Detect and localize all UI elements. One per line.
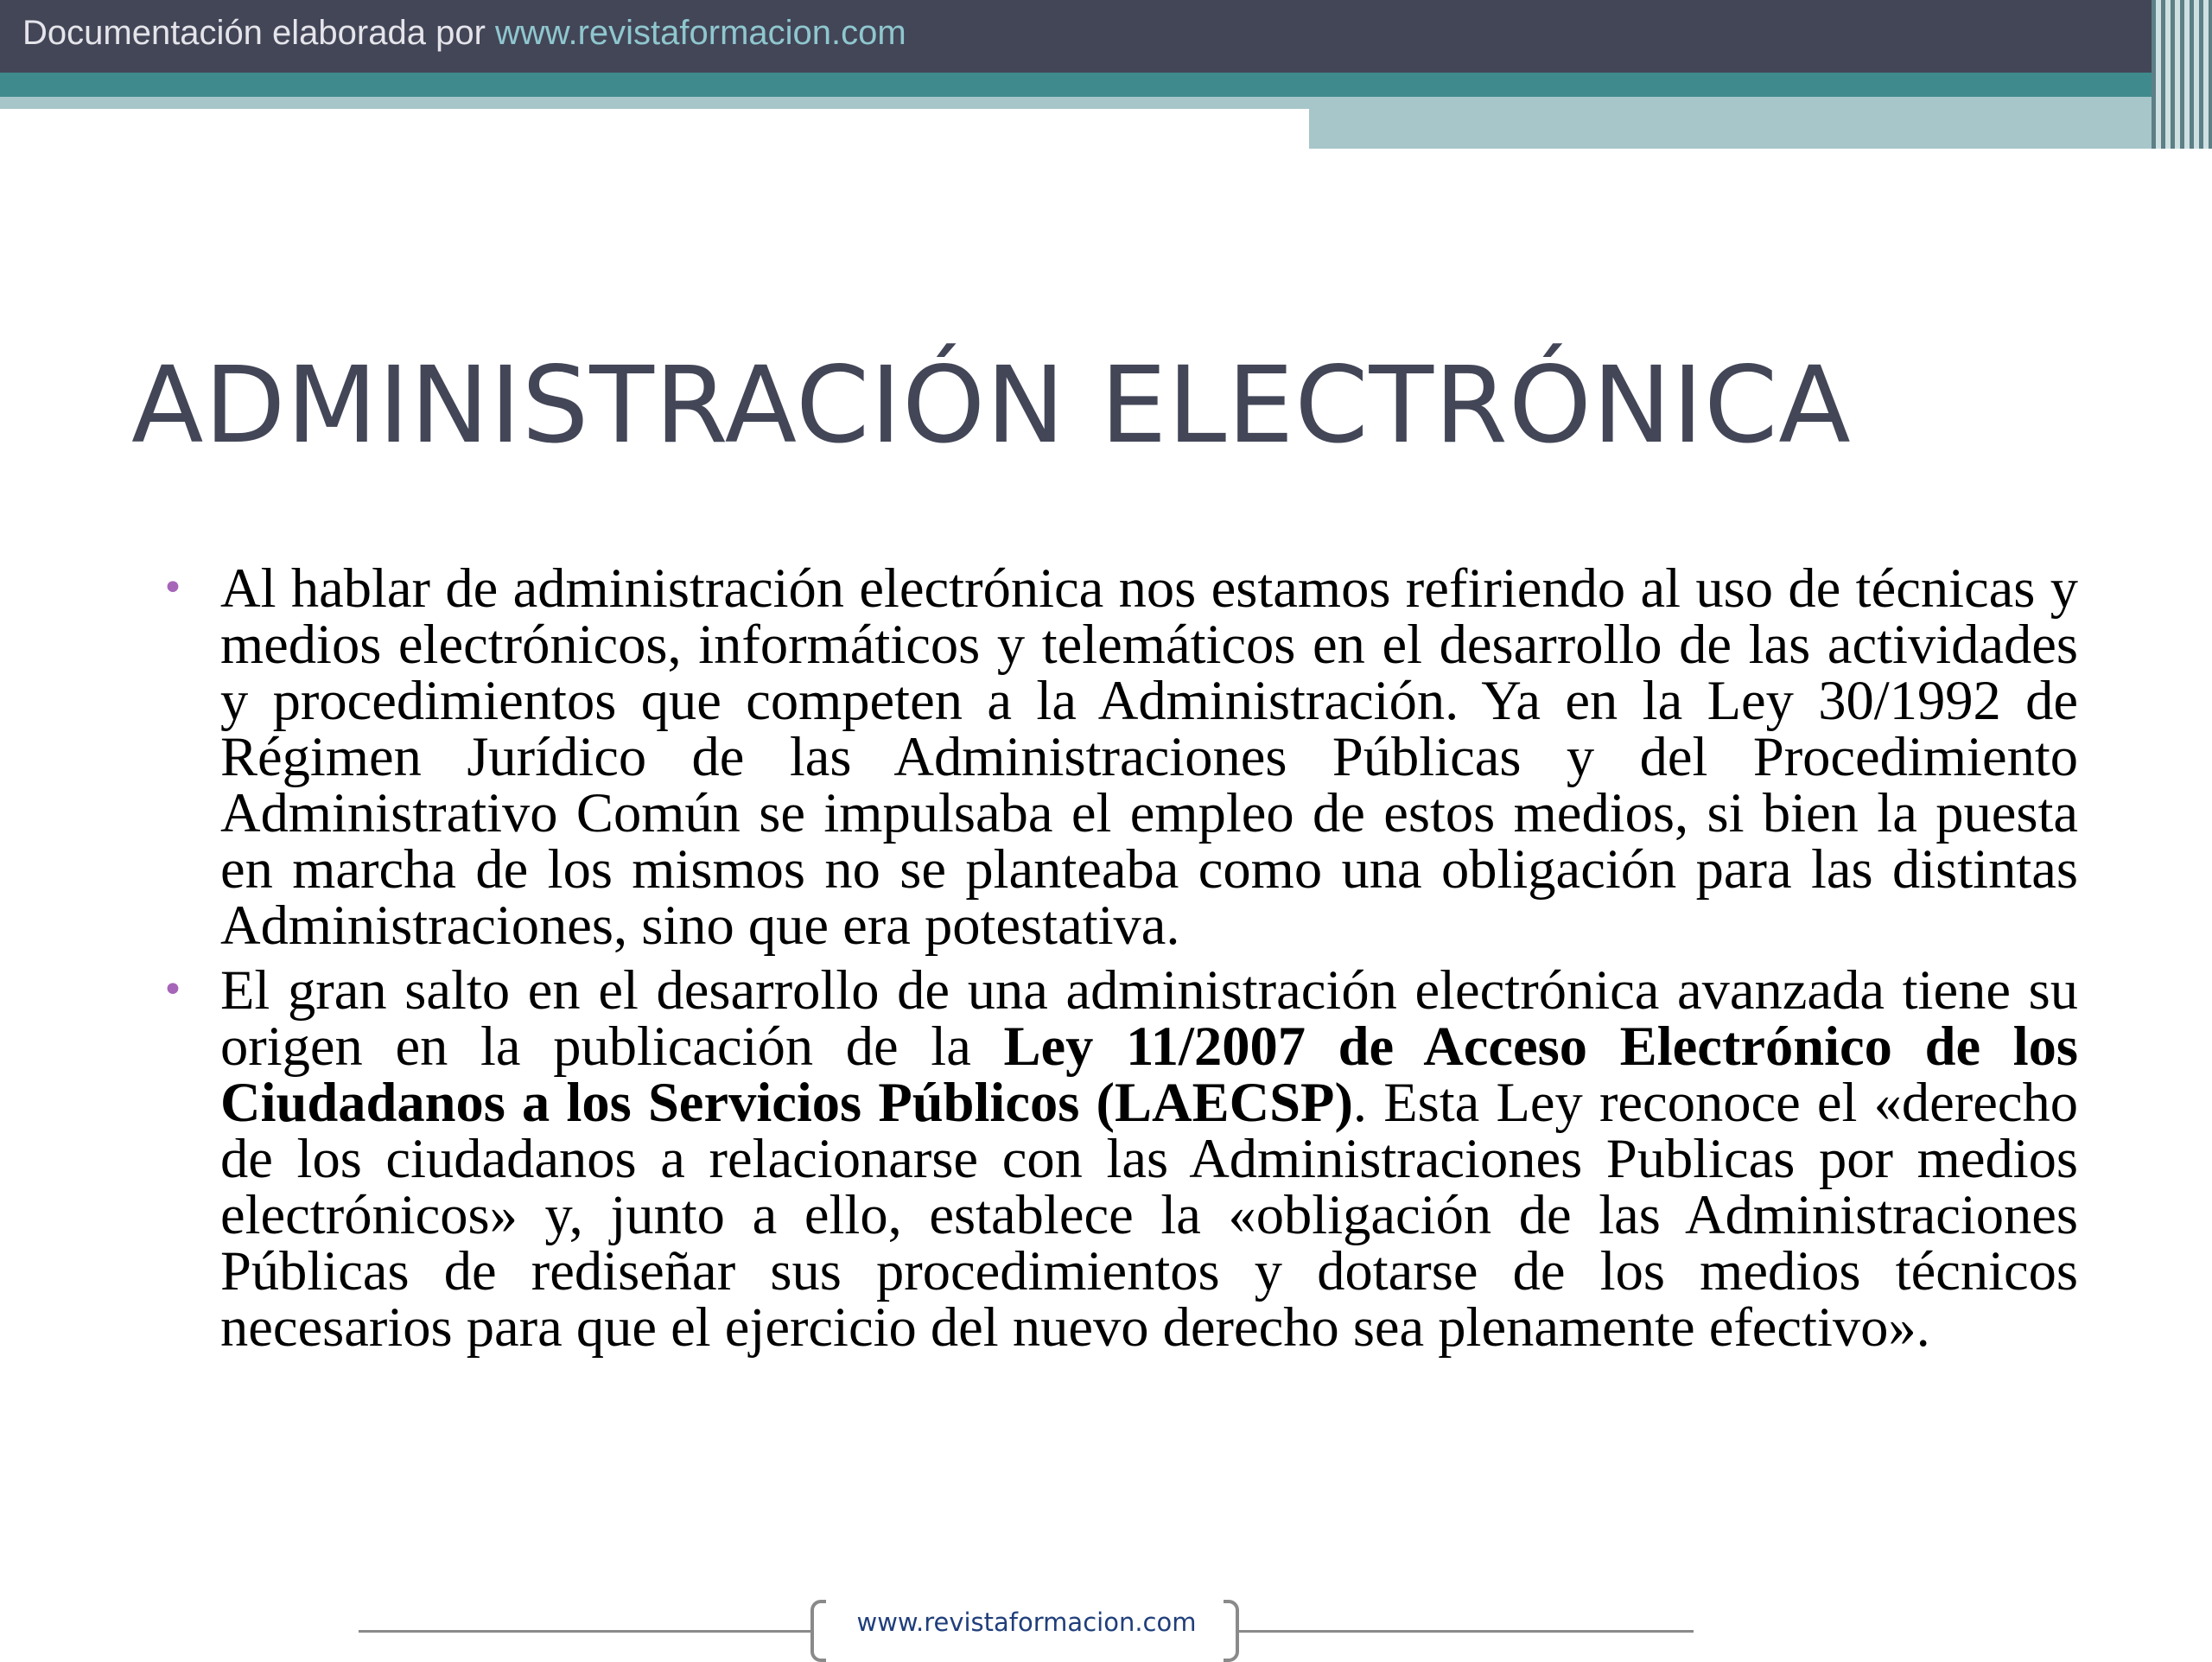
header-credit-link[interactable]: www.revistaformacion.com	[495, 14, 906, 52]
header-credit	[22, 14, 906, 53]
slide-title: ADMINISTRACIÓN ELECTRÓNICA	[131, 344, 1852, 467]
decorative-stripes	[2152, 0, 2212, 149]
bullet-dot-icon: •	[162, 566, 184, 610]
footer-bracket-left	[810, 1600, 826, 1662]
header-bar	[0, 0, 2212, 73]
header-credit-prefix: Documentación elaborada por	[22, 14, 496, 52]
decorative-light-band-right	[1309, 97, 2152, 149]
bullet-item-2-text-before: El gran salto en el desarrollo de una administración electrónica avanzada tiene su origen en la publicación de la	[220, 959, 2078, 1077]
bullet-item-2-law-name: Ley 11/2007 de Acceso Electrónico de los Ciudadanos a los Servicios Públicos (LAECSP)	[220, 1016, 2079, 1133]
bullet-dot-icon: •	[162, 968, 184, 1012]
footer-url-link[interactable]: www.revistaformacion.com	[856, 1608, 1197, 1637]
footer-line-right	[1236, 1630, 1694, 1633]
decorative-teal-band	[0, 73, 2152, 97]
bullet-list	[162, 557, 2079, 1364]
bullet-item-2-text-after: . Esta Ley reconoce el «derecho de los ciudadanos a relacionarse con las Administraciones Publicas por medios electrónicos» y, junto a ello, establece la «obligación de las Administraciones Públicas de rediseñar sus procedimientos y dotarse de los medios técnicos necesarios para que el ejercicio del nuevo derecho sea plenamente efectivo».	[220, 1072, 2078, 1358]
footer-bracket-right	[1224, 1600, 1239, 1662]
bullet-item-1	[162, 557, 2078, 956]
footer-line-left	[359, 1630, 812, 1633]
bullet-item-1-text: Al hablar de administración electrónica nos estamos refiriendo al uso de técnicas y medios electrónicos, informáticos y telemáticos en el desarrollo de las actividades y procedimientos que competen a la Administración. Ya en la Ley 30/1992 de Régimen Jurídico de las Administraciones Públicas y del Procedimiento Administrativo Común se impulsaba el empleo de estos medios, si bien la puesta en marcha de los mismos no se planteaba como una obligación para las distintas Administraciones, sino que era potestativa.	[220, 557, 2078, 956]
decorative-light-band-left	[0, 97, 1309, 109]
bullet-item-2	[162, 959, 2079, 1358]
